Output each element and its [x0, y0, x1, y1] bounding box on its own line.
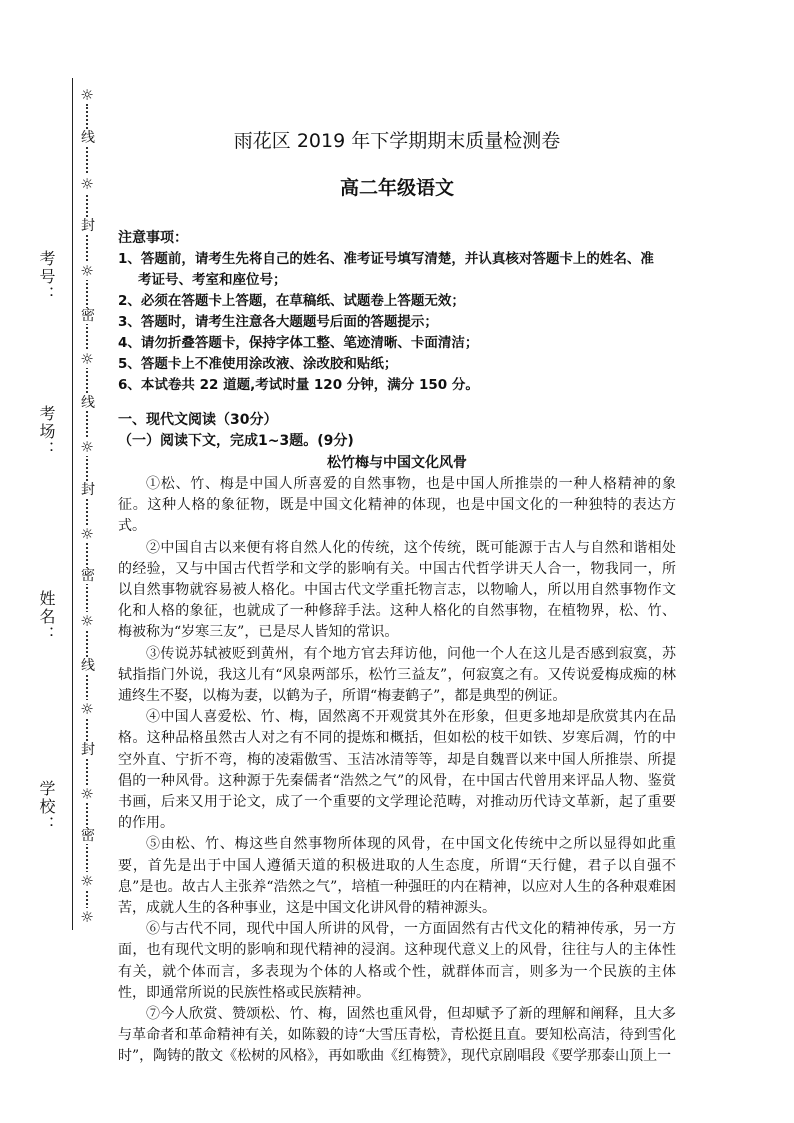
article-paragraph: ③传说苏轼被贬到黄州，有个地方官去拜访他，问他一个人在这儿是否感到寂寞，苏轼指指门外说，我这儿有“风泉两部乐，松竹三益友”，何寂寞之有。又传说爱梅成痴的林逋终生不娶，以梅为妻，以鹤为子，所谓“梅妻鹤子”，都是典型的例证。	[118, 645, 676, 705]
seal-char: 密	[81, 308, 95, 324]
subsection-heading: （一）阅读下文，完成1~3题。(9分)	[118, 433, 354, 449]
exam-subtitle: 高二年级语文	[339, 177, 454, 199]
article-paragraph: ⑥与古代不同，现代中国人所讲的风骨，一方面固然有古代文化的精神传承，另一方面，也有现代文明的影响和现代精神的浸润。这种现代意义上的风骨，往往与人的主体性有关，就个体而言，多表现为个体的人格或个性，就群体而言，则多为一个民族的主体性，即通常所说的民族性格或民族精神。	[118, 921, 676, 1001]
notice-item: 4、请勿折叠答题卡，保持字体工整、笔迹清晰、卡面清洁；	[118, 335, 479, 351]
exam-title: 雨花区 2019 年下学期期末质量检测卷	[233, 130, 561, 152]
notice-item: 3、答题时，请考生注意各大题题号后面的答题提示；	[118, 314, 438, 330]
article-paragraph: ⑦今人欣赏、赞颂松、竹、梅，固然也重风骨，但却赋予了新的理解和阐释，且大多与革命者和革命精神有关，如陈毅的诗“大雪压青松，青松挺且直。要知松高洁，待到雪化时”，陶铸的散文《松树的风格》，再如歌曲《红梅赞》，现代京剧唱段《要学那泰山顶上一	[118, 1006, 676, 1065]
sun-icon: ☼	[78, 612, 96, 630]
notice-heading: 注意事项：	[118, 230, 188, 246]
section-heading: 一、现代文阅读（30分）	[118, 412, 278, 428]
notice-item: 6、本试卷共 22 道题,考试时量 120 分钟，满分 150 分。	[118, 377, 479, 393]
article-title: 松竹梅与中国文化风骨	[327, 455, 467, 471]
sun-icon: ☼	[78, 908, 96, 926]
notice-item: 考证号、考室和座位号；	[138, 272, 287, 288]
article-paragraph: ④中国人喜爱松、竹、梅，固然离不开观赏其外在形象，但更多地却是欣赏其内在品格。这种品格虽然古人对之有不同的提炼和概括，但如松的枝干如铁、岁寒后凋，竹的中空外直、宁折不弯，梅的凌霜傲雪、玉洁冰清等等，却是自魏晋以来中国人所推崇、所提倡的一种风骨。这种源于先秦儒者“浩然之气”的风骨，在中国古代曾用来评品人物、鉴赏书画，后来又用于论文，成了一个重要的文学理论范畴，对推动历代诗文革新，起了重要的作用。	[118, 709, 676, 832]
seal-char: 密	[81, 828, 95, 844]
article-paragraph: ②中国自古以来便有将自然人化的传统，这个传统，既可能源于古人与自然和谐相处的经验，又与中国古代哲学和文学的影响有关。中国古代哲学讲天人合一，物我同一，所以自然事物就容易被人格化。中国古代文学重托物言志，以物喻人，所以用自然事物作文化和人格的象征，也就成了一种修辞手法。这种人格化的自然事物，在植物界，松、竹、梅被称为“岁寒三友”，已是尽人皆知的常识。	[118, 539, 676, 641]
notice-item: 2、必须在答题卡上答题，在草稿纸、试题卷上答题无效；	[118, 293, 465, 309]
sun-icon: ☼	[78, 525, 96, 543]
binding-margin	[0, 0, 110, 1123]
name-label: 姓名：	[37, 590, 56, 644]
binding-line	[72, 78, 73, 930]
sun-icon: ☼	[78, 872, 96, 890]
exam-room-label: 考场：	[37, 405, 56, 459]
sun-icon: ☼	[78, 175, 96, 193]
seal-char: 线	[81, 395, 95, 411]
seal-char: 封	[81, 482, 95, 498]
sun-icon: ☼	[78, 438, 96, 456]
article-paragraph: ①松、竹、梅是中国人所喜爱的自然事物，也是中国人所推崇的一种人格精神的象征。这种人格的象征物，既是中国文化精神的体现，也是中国文化的一种独特的表达方式。	[118, 476, 676, 535]
seal-char: 封	[81, 218, 95, 234]
sun-icon: ☼	[78, 785, 96, 803]
sun-icon: ☼	[78, 350, 96, 368]
article-paragraph: ⑤由松、竹、梅这些自然事物所体现的风骨，在中国文化传统中之所以显得如此重要，首先是出于中国人遵循天道的积极进取的人生态度，所谓“天行健，君子以自强不息”是也。故古人主张养“浩然之气”，培植一种强旺的内在精神，以应对人生的各种艰难困苦，成就人生的各种事业，这是中国文化讲风骨的精神源头。	[118, 836, 676, 917]
school-label: 学校：	[37, 780, 56, 834]
exam-page	[118, 120, 676, 1068]
sun-icon: ☼	[78, 86, 96, 104]
notice-item: 1、答题前，请考生先将自己的姓名、准考证号填写清楚，并认真核对答题卡上的姓名、准	[118, 251, 654, 267]
sun-icon: ☼	[78, 262, 96, 280]
seal-char: 线	[81, 130, 95, 146]
seal-char: 封	[81, 742, 95, 758]
sun-icon: ☼	[78, 700, 96, 718]
notice-item: 5、答题卡上不准使用涂改液、涂改胶和贴纸；	[118, 356, 398, 372]
seal-char: 密	[81, 568, 95, 584]
exam-no-label: 考号：	[37, 250, 56, 304]
seal-char: 线	[81, 658, 95, 674]
